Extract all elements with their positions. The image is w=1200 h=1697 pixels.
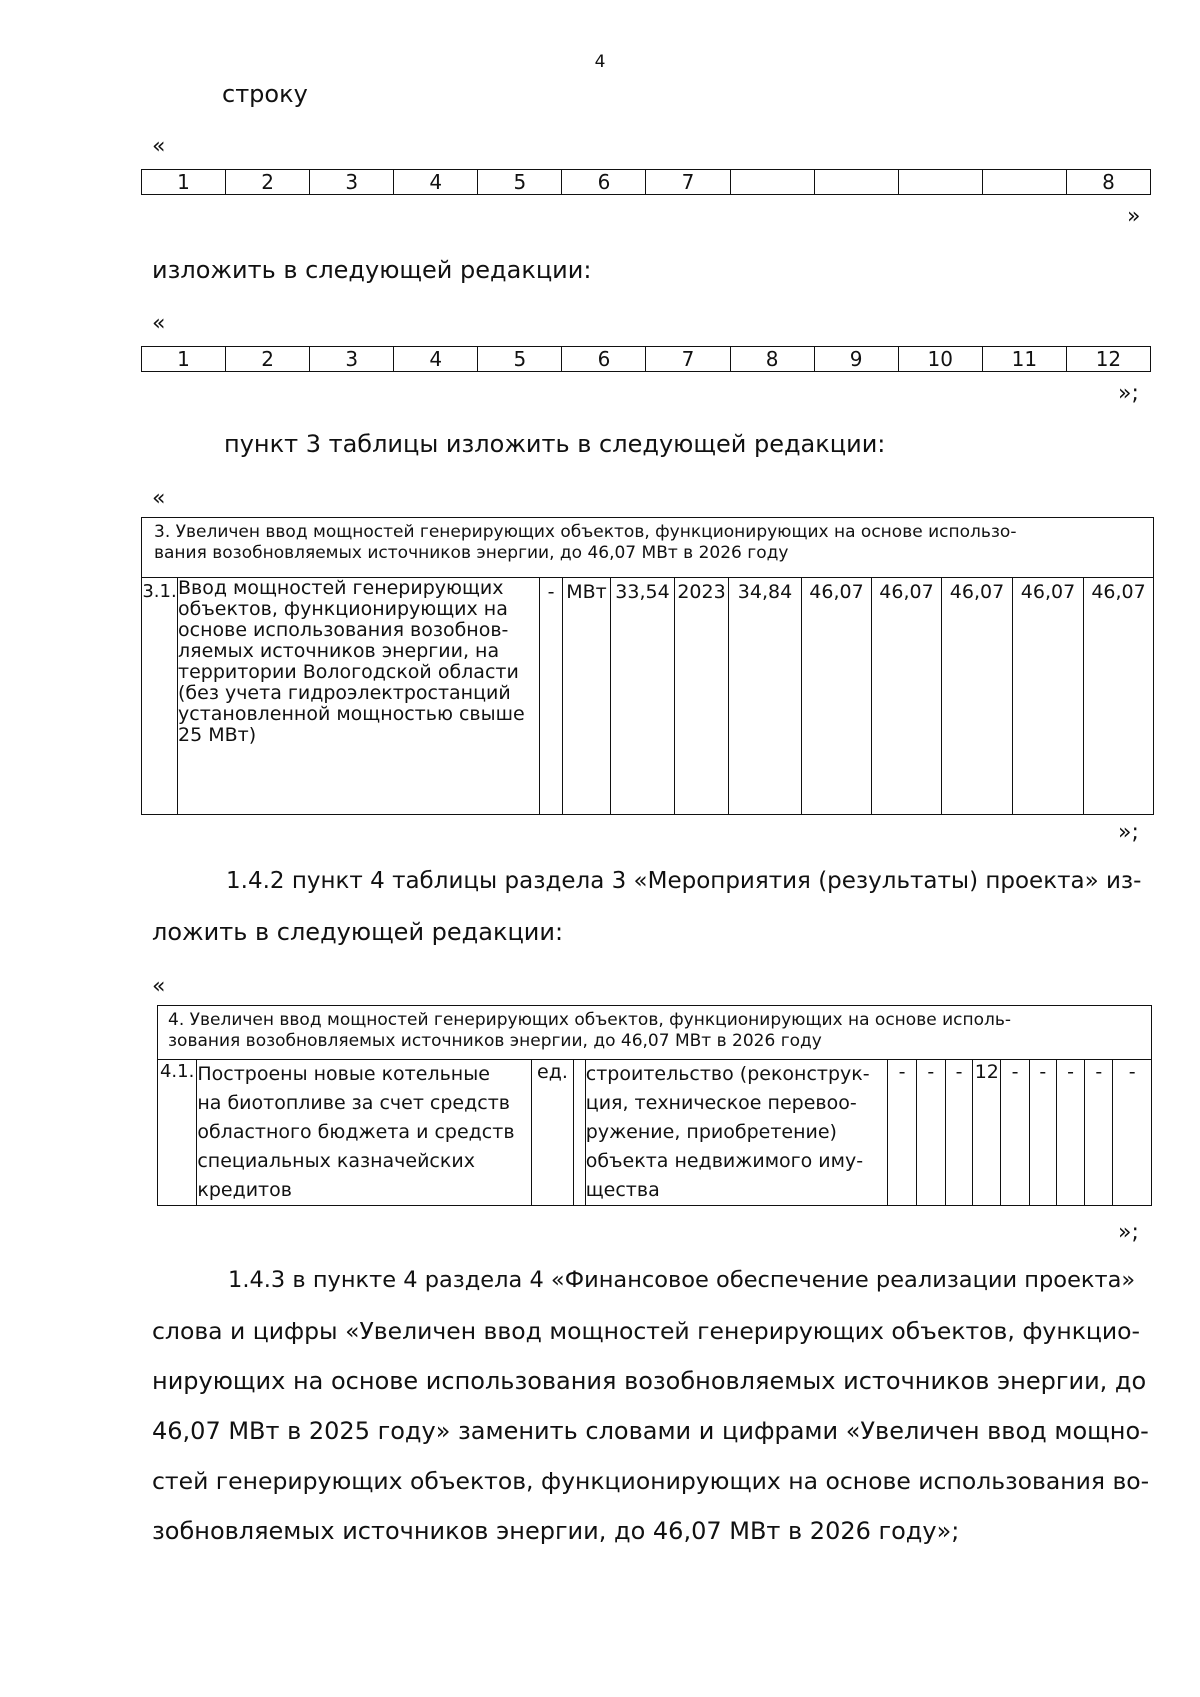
table-cell: 46,07 <box>1013 578 1084 815</box>
table-item-4 <box>157 1005 1152 1206</box>
para-143-line: 46,07 МВт в 2025 году» заменить словами и цифрами «Увеличен ввод мощно- <box>152 1417 1149 1445</box>
header-line: 3. Увеличен ввод мощностей генерирующих объектов, функционирующих на основе использо- <box>154 522 1017 542</box>
table-cell: - <box>1001 1060 1029 1206</box>
table4-type <box>585 1060 888 1206</box>
desc-line: установленной мощностью свыше <box>178 703 525 725</box>
table-cell: 3 <box>310 347 394 372</box>
table-cell: 5 <box>478 170 562 195</box>
para-143-line: слова и цифры «Увеличен ввод мощностей генерирующих объектов, функцио- <box>152 1317 1141 1345</box>
desc-line: специальных казначейских <box>197 1150 475 1172</box>
desc-line: территории Вологодской области <box>178 661 519 683</box>
table-item-3 <box>141 517 1154 815</box>
table-cell <box>982 170 1066 195</box>
table-cell: 33,54 <box>611 578 675 815</box>
table-cell: 46,07 <box>942 578 1013 815</box>
para-142-line1: 1.4.2 пункт 4 таблицы раздела 3 «Мероприятия (результаты) проекта» из- <box>226 868 1142 894</box>
table-cell: - <box>1056 1060 1084 1206</box>
table-cell: 10 <box>898 347 982 372</box>
table-row <box>142 347 1151 372</box>
desc-line: Ввод мощностей генерирующих <box>178 577 504 599</box>
table-cell: 8 <box>1066 170 1150 195</box>
quote-open-4: « <box>152 974 166 999</box>
table-cell: 7 <box>646 347 730 372</box>
quote-open-2: « <box>152 311 166 336</box>
table3-num: 3.1. <box>142 578 178 815</box>
table-cell: 6 <box>562 170 646 195</box>
table-cell: 3 <box>310 170 394 195</box>
table-cell: - <box>1113 1060 1152 1206</box>
table4-description <box>197 1060 532 1206</box>
table-cell: 12 <box>973 1060 1001 1206</box>
table-new-numbering <box>141 346 1151 372</box>
desc-line: кредитов <box>197 1179 292 1201</box>
text-izlozhit: изложить в следующей редакции: <box>152 256 592 284</box>
para-142-line2: ложить в следующей редакции: <box>152 918 564 946</box>
para-143-line: зобновляемых источников энергии, до 46,07 МВт в 2026 году»; <box>152 1517 960 1545</box>
table-cell: - <box>945 1060 972 1206</box>
table-cell: 4 <box>394 170 478 195</box>
para-143-line: 1.4.3 в пункте 4 раздела 4 «Финансовое обеспечение реализации проекта» <box>228 1267 1136 1293</box>
type-line: щества <box>585 1179 660 1201</box>
table-row <box>142 170 1151 195</box>
table-row <box>158 1006 1152 1060</box>
table4-unit: ед. <box>532 1060 573 1206</box>
type-line: строительство (реконструк- <box>585 1063 870 1085</box>
table-cell: - <box>1029 1060 1056 1206</box>
table-cell: - <box>916 1060 945 1206</box>
desc-line: 25 МВт) <box>178 724 257 746</box>
table-cell: 46,07 <box>872 578 942 815</box>
para-143-line: стей генерирующих объектов, функционирующих на основе использования во- <box>152 1467 1150 1495</box>
table-cell: 34,84 <box>729 578 802 815</box>
quote-close-semi-1: »; <box>1118 381 1139 406</box>
table-cell: - <box>1085 1060 1113 1206</box>
desc-line: на биотопливе за счет средств <box>197 1092 510 1114</box>
type-line: ружение, приобретение) <box>585 1121 837 1143</box>
quote-close-1: » <box>1127 204 1141 229</box>
page-number: 4 <box>594 52 606 72</box>
desc-line: областного бюджета и средств <box>197 1121 515 1143</box>
table-row <box>142 518 1154 578</box>
table-cell: 9 <box>814 347 898 372</box>
text-stroku: строку <box>222 80 308 108</box>
table-cell <box>814 170 898 195</box>
table-old-numbering <box>141 169 1151 195</box>
quote-open-3: « <box>152 486 166 511</box>
table-cell: - <box>888 1060 916 1206</box>
quote-open-1: « <box>152 134 166 159</box>
table-cell: 2 <box>226 347 310 372</box>
table4-num: 4.1. <box>158 1060 197 1206</box>
type-line: ция, техническое перевоо- <box>585 1092 857 1114</box>
desc-line: объектов, функционирующих на <box>178 598 508 620</box>
table-row <box>158 1060 1152 1206</box>
para-143-line: нирующих на основе использования возобновляемых источников энергии, до <box>152 1367 1147 1395</box>
header-line: 4. Увеличен ввод мощностей генерирующих объектов, функционирующих на основе исполь- <box>168 1010 1012 1030</box>
text-punkt3: пункт 3 таблицы изложить в следующей редакции: <box>224 430 886 458</box>
desc-line: ляемых источников энергии, на <box>178 640 500 662</box>
table-cell <box>730 170 814 195</box>
table-cell: МВт <box>563 578 611 815</box>
table-cell: 1 <box>142 347 226 372</box>
quote-close-semi-2: »; <box>1118 820 1139 845</box>
table-cell <box>898 170 982 195</box>
desc-line: (без учета гидроэлектростанций <box>178 682 511 704</box>
table-cell: 7 <box>646 170 730 195</box>
table3-header <box>142 518 1154 578</box>
table-cell: 5 <box>478 347 562 372</box>
table-cell: 2023 <box>675 578 729 815</box>
table-cell: 6 <box>562 347 646 372</box>
table-cell: 4 <box>394 347 478 372</box>
quote-close-semi-3: »; <box>1118 1220 1139 1245</box>
header-line: зования возобновляемых источников энергии, до 46,07 МВт в 2026 году <box>168 1031 822 1051</box>
type-line: объекта недвижимого иму- <box>585 1150 864 1172</box>
table-cell: - <box>540 578 563 815</box>
desc-line: основе использования возобнов- <box>178 619 509 641</box>
table-cell: 46,07 <box>802 578 872 815</box>
header-line: вания возобновляемых источников энергии, до 46,07 МВт в 2026 году <box>154 543 789 563</box>
table-cell <box>573 1060 585 1206</box>
table3-description <box>178 578 540 815</box>
table-cell: 11 <box>982 347 1066 372</box>
table-row <box>142 578 1154 815</box>
table-cell: 2 <box>226 170 310 195</box>
table-cell: 46,07 <box>1084 578 1154 815</box>
table-cell: 8 <box>730 347 814 372</box>
table4-header <box>158 1006 1152 1060</box>
table-cell: 12 <box>1066 347 1150 372</box>
table-cell: 1 <box>142 170 226 195</box>
desc-line: Построены новые котельные <box>197 1063 490 1085</box>
